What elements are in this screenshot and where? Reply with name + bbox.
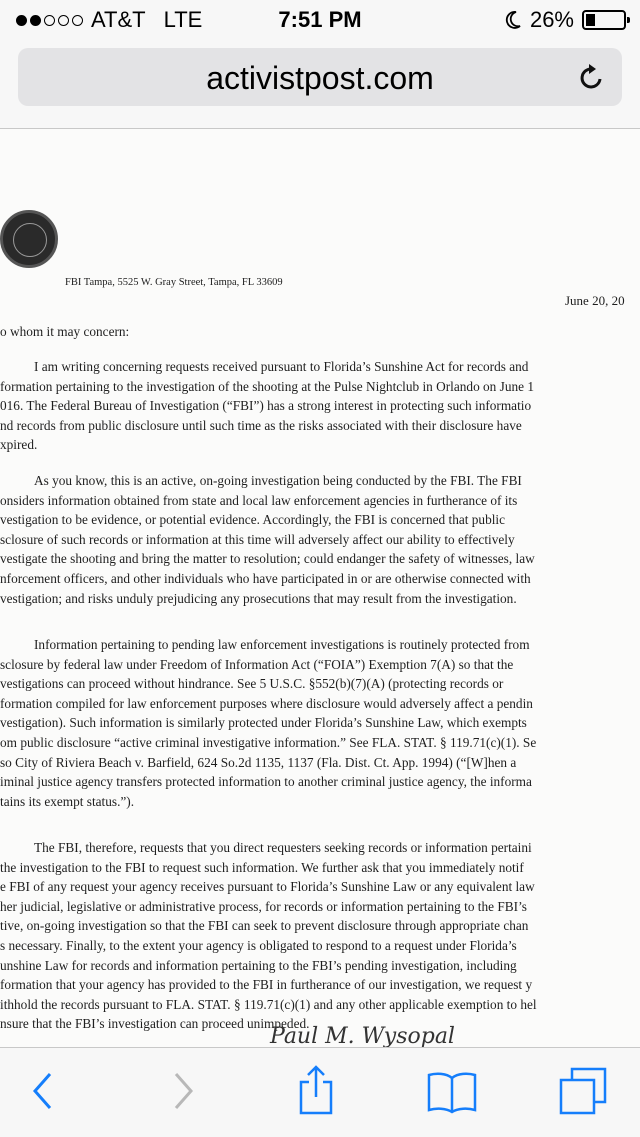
reload-icon[interactable] <box>578 62 606 92</box>
status-bar <box>0 0 640 40</box>
book-icon[interactable] <box>426 1070 478 1114</box>
forward-icon[interactable] <box>170 1070 196 1112</box>
letter-line: formation that your agency has provided to the FBI in furtherance of our investigation, we request y <box>0 977 533 993</box>
letter-line: iminal justice agency transfers protected information to another criminal justice agency, the informa <box>0 774 532 790</box>
letter-line: sclosure of such records or information at this time will adversely affect our ability to effectively <box>0 531 515 547</box>
battery-percent: 26% <box>529 7 574 32</box>
letter-line: s necessary. Finally, to the extent your agency is obligated to respond to a request under Florida’s <box>0 937 517 953</box>
letter-line: nsure that the FBI’s investigation can proceed unimpeded. <box>0 1016 310 1032</box>
letter-line: The FBI, therefore, requests that you direct requesters seeking records or information pertaini <box>34 840 532 855</box>
letter-line: nforcement officers, and other individuals who have participated in or are otherwise connected with <box>0 570 531 586</box>
letter-line: tains its exempt status.”). <box>0 793 135 809</box>
url-text[interactable]: activistpost.com <box>206 60 434 96</box>
address-bar-area <box>0 40 640 129</box>
letter-line: so City of Riviera Beach v. Barfield, 624 So.2d 1135, 1137 (Fla. Dist. Ct. App. 1994) (“[W]hen a <box>0 754 517 770</box>
battery-group <box>504 7 626 33</box>
letter-line: ithhold the records pursuant to FLA. STAT. § 119.71(c)(1) and any other applicable exemption to hel <box>0 996 537 1012</box>
carrier-label: AT&T <box>91 7 146 32</box>
clock: 7:51 PM <box>278 7 362 32</box>
back-icon[interactable] <box>30 1070 56 1112</box>
letter-line: vestigate the shooting and bring the matter to resolution; could endanger the safety of witnesses, law <box>0 551 535 567</box>
network-label: LTE <box>163 7 203 32</box>
letter-line: xpired. <box>0 437 38 453</box>
letter-line: I am writing concerning requests received pursuant to Florida’s Sunshine Act for records and <box>34 359 529 374</box>
letter-line: 016. The Federal Bureau of Investigation (“FBI”) has a strong interest in protecting such informatio <box>0 398 532 414</box>
page-content <box>0 129 640 1047</box>
letter-line: om public disclosure “active criminal investigative information.” See FLA. STAT. § 119.71(c)(1). Se <box>0 734 537 750</box>
letter-line: e FBI of any request your agency receives pursuant to Florida’s Sunshine Law or any equivalent law <box>0 879 535 895</box>
paragraph-2 <box>0 471 640 608</box>
letter-line: tive, on-going investigation so that the FBI can seek to prevent disclosure through appropriate chan <box>0 918 529 934</box>
fbi-seal-icon <box>0 210 58 268</box>
letter-line: vestigations can proceed without hindrance. See 5 U.S.C. §552(b)(7)(A) (protecting records or <box>0 676 504 692</box>
letter-line: nd records from public disclosure until such time as the risks associated with their disclosure have <box>0 417 522 433</box>
address-bar[interactable] <box>18 48 622 106</box>
moon-icon <box>504 10 522 30</box>
tabs-icon[interactable] <box>558 1066 610 1116</box>
letter-line: formation pertaining to the investigation of the shooting at the Pulse Nightclub in Orlando on June 1 <box>0 378 535 394</box>
letter-line: unshine Law for records and information pertaining to the FBI’s pending investigation, including <box>0 957 517 973</box>
battery-icon <box>582 10 626 30</box>
share-icon[interactable] <box>296 1064 336 1116</box>
letter-line: vestigation). Such information is similarly protected under Florida’s Sunshine Law, which exempts <box>0 715 527 731</box>
browser-toolbar <box>0 1047 640 1137</box>
paragraph-4 <box>0 838 640 1034</box>
letter-line: sclosure by federal law under Freedom of Information Act (“FOIA”) Exemption 7(A) so that the <box>0 656 514 672</box>
salutation: o whom it may concern: <box>0 324 130 339</box>
paragraph-1 <box>0 357 640 455</box>
letter-line: the investigation to the FBI to request such information. We further ask that you immediately notif <box>0 859 524 875</box>
letter-line: Information pertaining to pending law enforcement investigations is routinely protected from <box>34 637 530 652</box>
letter-line: vestigation; and risks unduly prejudicing any prosecutions that may result from the investigation. <box>0 590 517 606</box>
letter-date: June 20, 20 <box>565 293 625 308</box>
letter-line: her judicial, legislative or administrative process, for records or information pertaining to the FBI’s <box>0 898 527 914</box>
paragraph-3 <box>0 635 640 811</box>
letterhead-address: FBI Tampa, 5525 W. Gray Street, Tampa, FL 33609 <box>65 277 283 288</box>
letter-line: vestigation to be evidence, or potential evidence. Accordingly, the FBI is concerned that public <box>0 512 506 528</box>
signature: Paul M. Wysopal <box>270 1024 455 1047</box>
letter-line: As you know, this is an active, on-going investigation being conducted by the FBI. The FBI <box>34 473 522 488</box>
letter-line: formation compiled for law enforcement purposes where disclosure would adversely affect a pendin <box>0 695 533 711</box>
letter-line: onsiders information obtained from state and local law enforcement agencies in furtherance of its <box>0 492 518 508</box>
